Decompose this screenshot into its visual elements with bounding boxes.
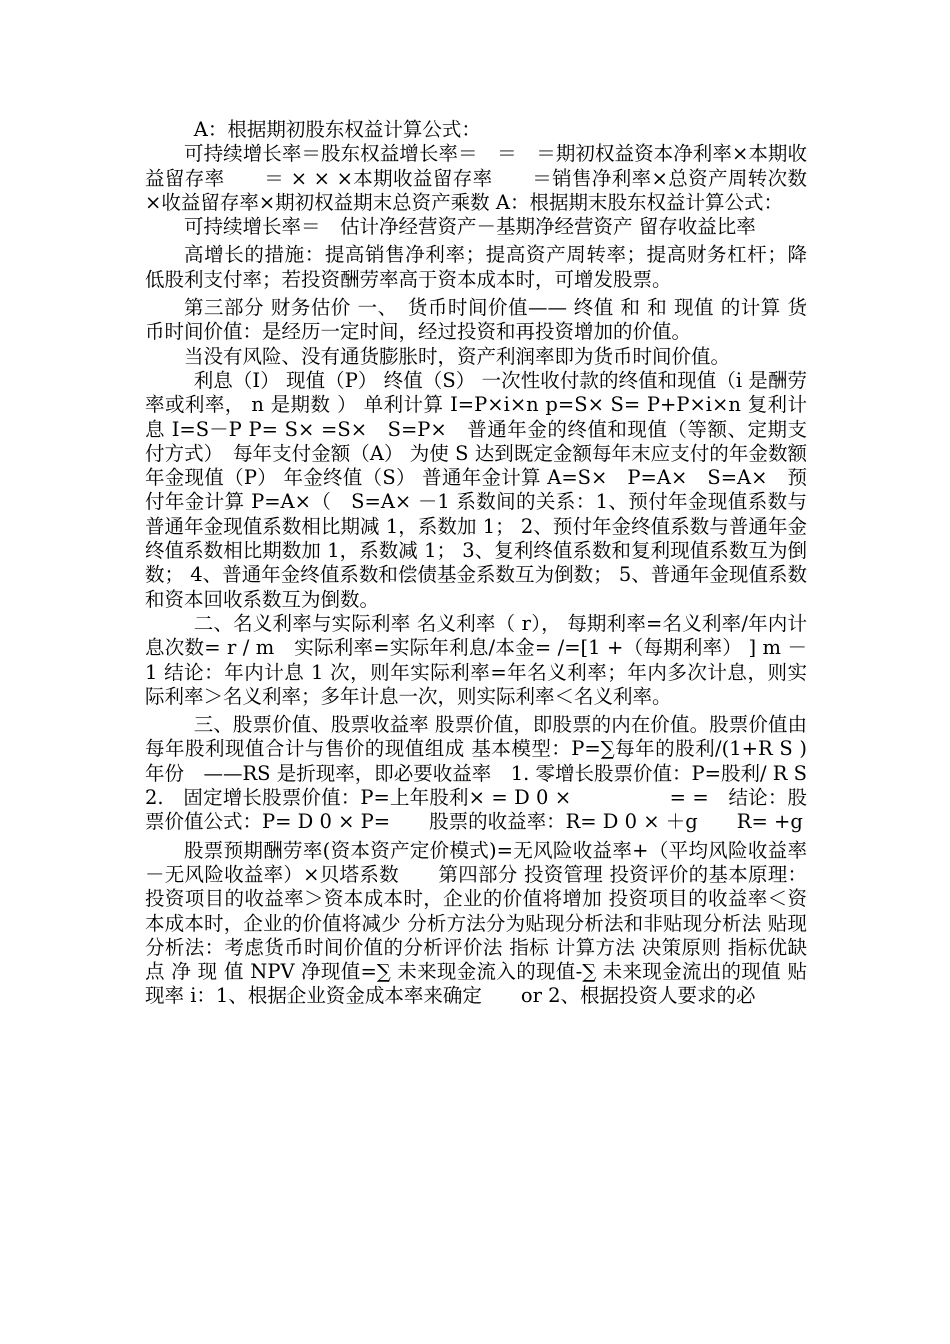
- paragraph-6: 当没有风险、没有通货膨胀时，资产利润率即为货币时间价值。: [184, 344, 731, 368]
- paragraph-9: 三、股票价值、股票收益率 股票价值，即股票的内在价值。股票价值由每年股利现值合计与售价的现值组成 基本模型：P=∑每年的股利/(1+R S )年份 ——RS 是折现率，即必要收益率 1. 零增长股票价值：P=股利/ R S 2. 固定增长股票价值：P=上年股利× = D 0 × = = 结论：股票价值公式：P= D 0 × P= 股票的收益率：R= D 0 × ＋g R= +g: [145, 713, 827, 834]
- paragraph-10: 股票预期酬劳率(资本资产定价模式)=无风险收益率+（平均风险收益率－无风险收益率）×贝塔系数 第四部分 投资管理 投资评价的基本原理：投资项目的收益率＞资本成本时，企业的价值将增加 投资项目的收益率＜资本成本时，企业的价值将减少 分析方法分为贴现分析法和非贴现分析法 贴现分析法：考虑货币时间价值的分析评价法 指标 计算方法 决策原则 指标优缺点 净 现 值 NPV 净现值=∑ 未来现金流入的现值-∑ 未来现金流出的现值 贴现率 i：1、根据企业资金成本率来确定 or 2、根据投资人要求的必: [145, 838, 807, 1008]
- paragraph-5: 第三部分 财务估价 一、 货币时间价值—— 终值 和 和 现值 的计算 货币时间价值：是经历一定时间，经过投资和再投资增加的价值。: [145, 296, 807, 344]
- paragraph-7: 利息（I） 现值（P） 终值（S） 一次性收付款的终值和现值（i 是酬劳率或利率， n 是期数 ） 单利计算 I=P×i×n p=S× S= P+P×i×n 复利计息 I=S－P P= S× =S× S=P× 普通年金的终值和现值（等额、定期支付方式） 每年支付金额（A） 为使 S 达到既定金额每年末应支付的年金数额 年金现值（P） 年金终值（S） 普通年金计算 A=S× P=A× S=A× 预付年金计算 P=A×（ S=A× －1 系数间的关系：1、预付年金现值系数与普通年金现值系数相比期减 1，系数加 1； 2、预付年金终值系数与普通年金终值系数相比期数加 1，系数减 1； 3、复利终值系数和复利现值系数互为倒数； 4、普通年金终值系数和偿债基金系数互为倒数； 5、普通年金现值系数和资本回收系数互为倒数。: [145, 368, 807, 611]
- paragraph-3: 可持续增长率＝ 估计净经营资产－基期净经营资产 留存收益比率: [184, 215, 756, 239]
- paragraph-1: A：根据期初股东权益计算公式：: [193, 118, 481, 141]
- document-page: [145, 118, 827, 1009]
- paragraph-4: 高增长的措施：提高销售净利率；提高资产周转率；提高财务杠杆；降低股利支付率；若投资酬劳率高于资本成本时，可增发股票。: [145, 243, 807, 291]
- paragraph-8: 二、名义利率与实际利率 名义利率（ r）， 每期利率=名义利率/年内计息次数= r / m 实际利率=实际年利息/本金= /=[1 +（每期利率） ] m － 1 结论：年内计息 1 次，则年实际利率=年名义利率；年内多次计息，则实际利率＞名义利率；多年计息一次，则实际利率＜名义利率。: [145, 611, 807, 708]
- paragraph-2: 可持续增长率＝股东权益增长率＝ ＝ ＝期初权益资本净利率×本期收益留存率 ＝ × × ×本期收益留存率 ＝销售净利率×总资产周转次数×收益留存率×期初权益期末总资产乘数 A：根据期末股东权益计算公式：: [145, 142, 807, 214]
